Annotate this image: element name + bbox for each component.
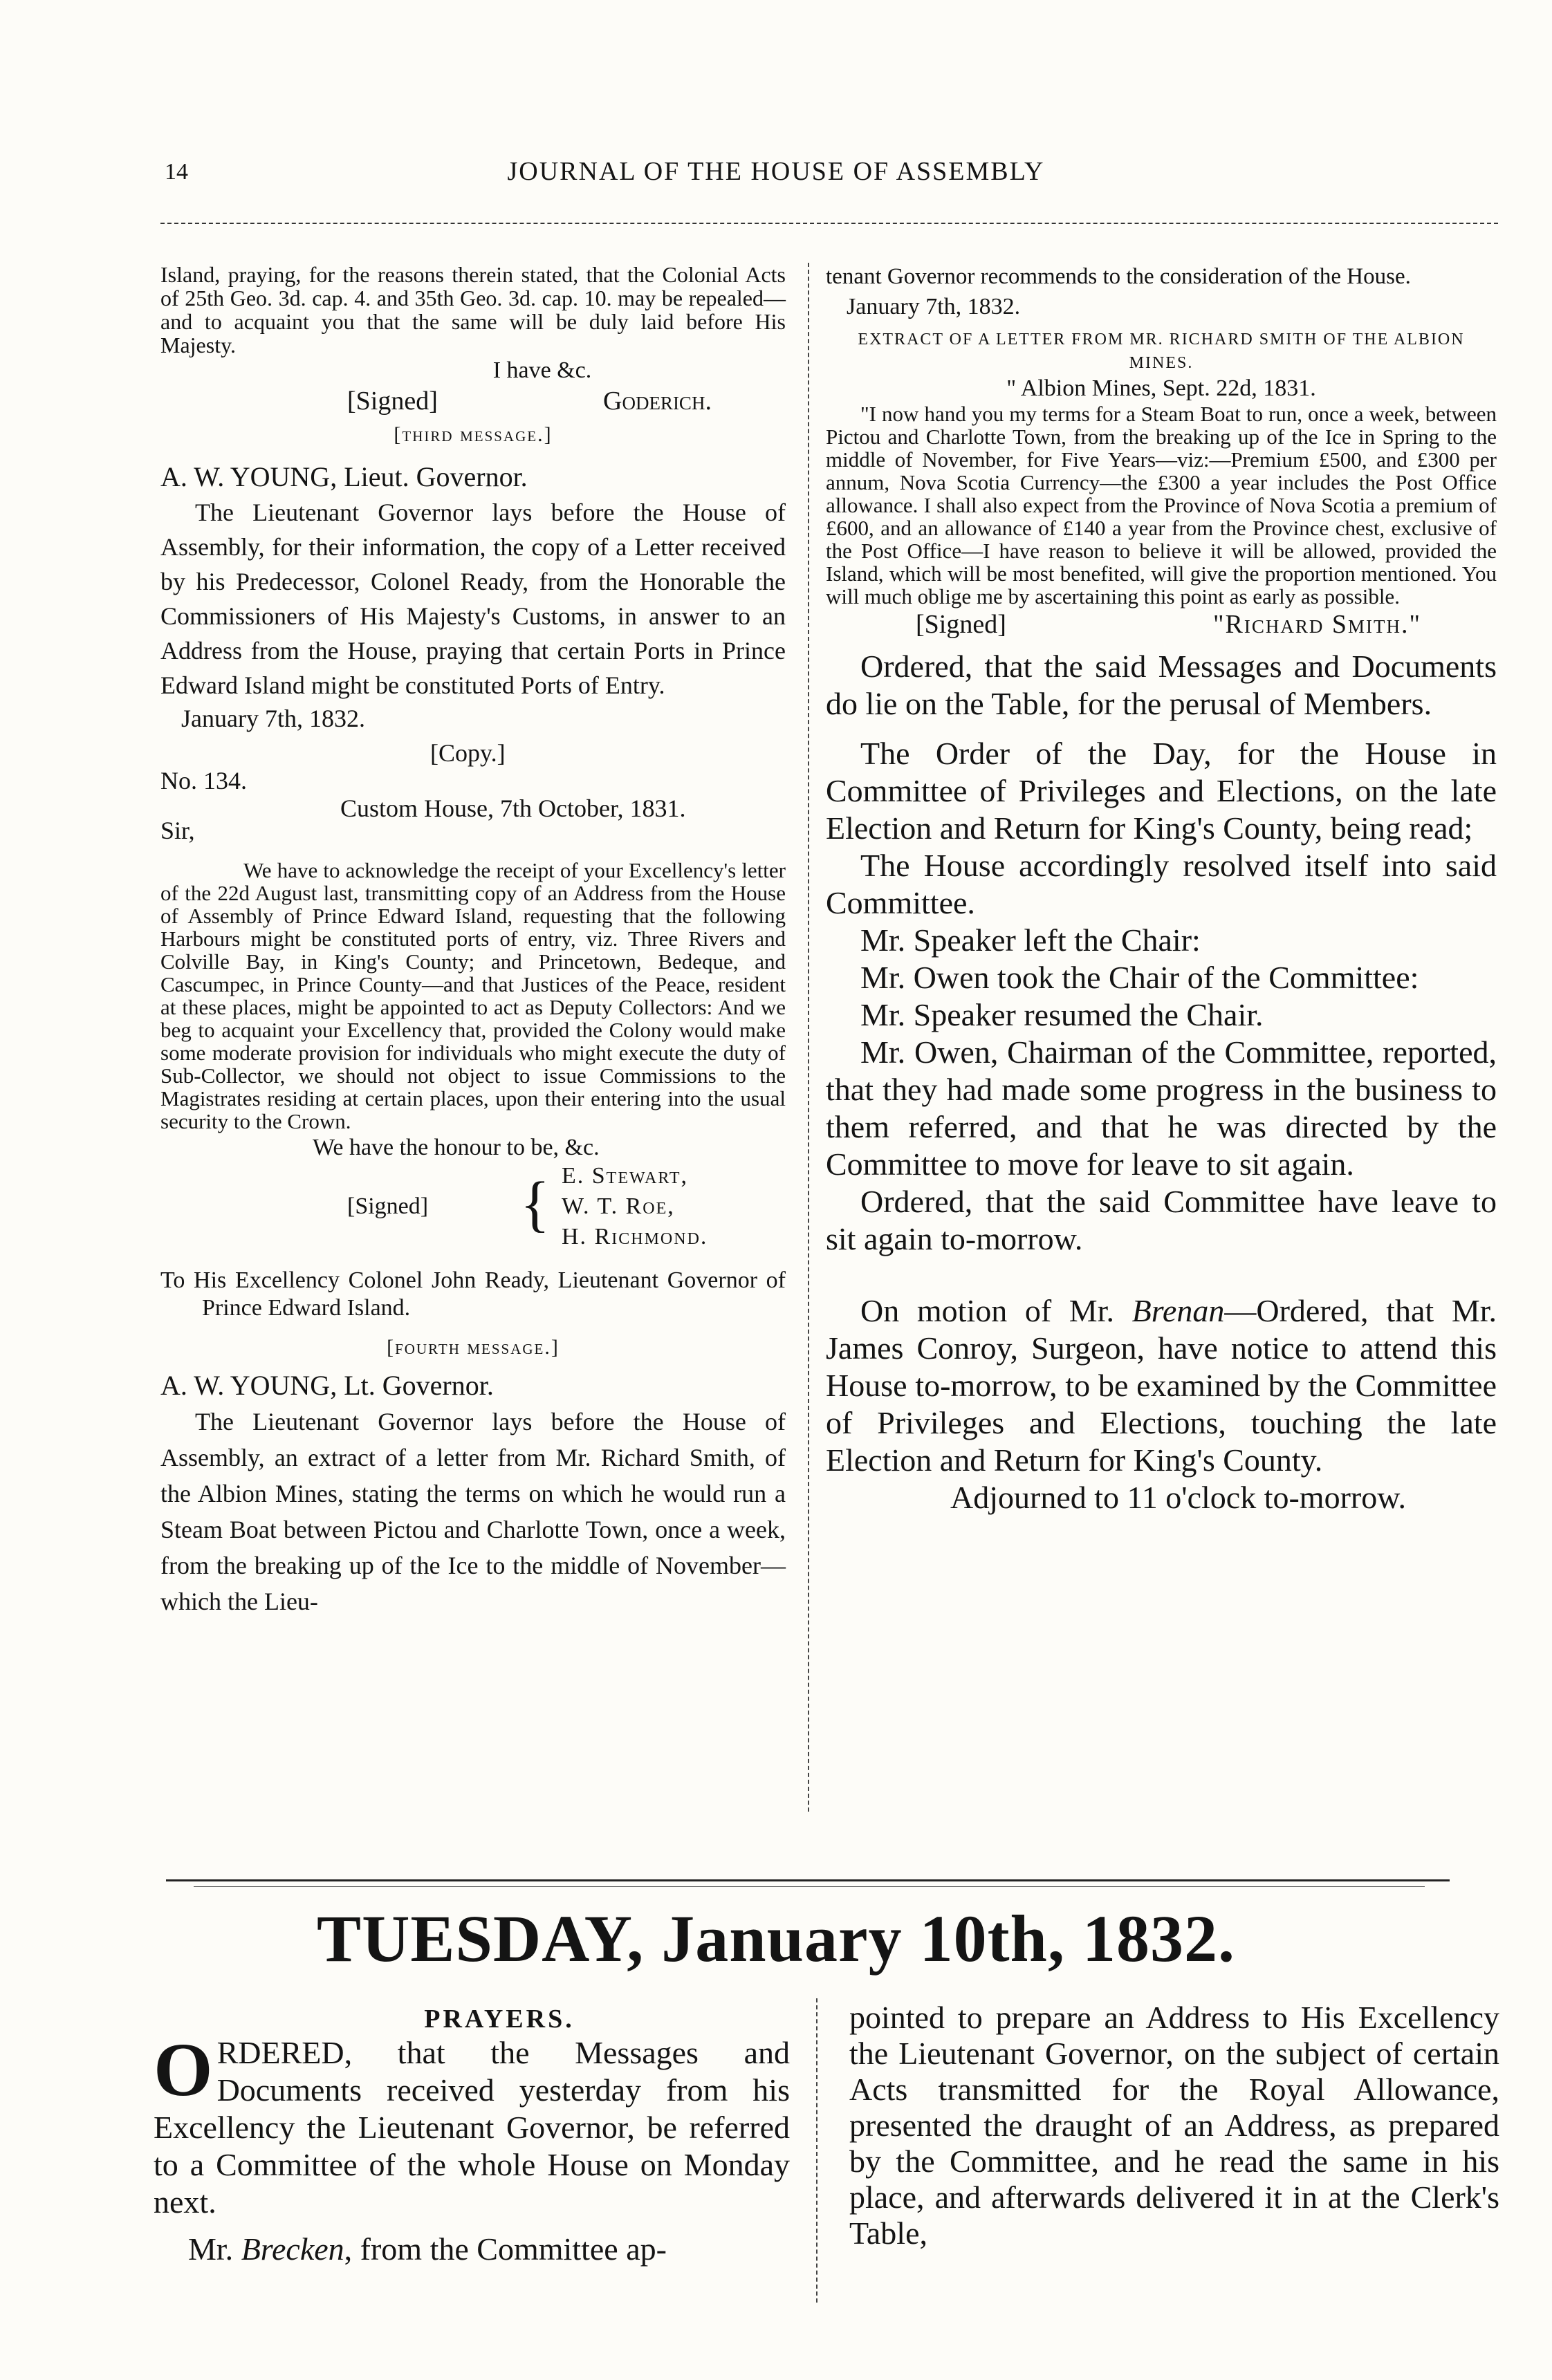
custom-house-dateline: Custom House, 7th October, 1831. — [340, 794, 686, 822]
richard-smith-signature: "Richard Smith." — [1213, 610, 1421, 639]
left-para-1: Island, praying, for the reasons therein stated, that the Colonial Acts of 25th Geo. 3d. cap. 4. and 35th Geo. 3d. cap. 10. may be repealed—and to acquaint you that the same will be duly laid before His Majesty. — [160, 262, 786, 357]
signature-roe: W. T. Roe, — [562, 1193, 675, 1219]
motion-brenan — [826, 1292, 1497, 1479]
right-para-1: tenant Governor recommends to the consideration of the House. — [826, 264, 1411, 289]
albion-dateline: " Albion Mines, Sept. 22d, 1831. — [1006, 375, 1316, 401]
right-column — [826, 263, 1497, 1516]
adjourned-line: Adjourned to 11 o'clock to-morrow. — [950, 1480, 1406, 1515]
date-jan-7-b: January 7th, 1832. — [847, 294, 1021, 319]
brecken-prefix: Mr. — [188, 2231, 241, 2267]
honour-line: We have the honour to be, &c. — [313, 1135, 600, 1160]
running-title: JOURNAL OF THE HOUSE OF ASSEMBLY — [507, 157, 1045, 186]
section-rule-thin — [194, 1886, 1425, 1887]
governor-young-1: A. W. YOUNG, Lieut. Governor. — [160, 461, 528, 492]
date-jan-7-a: January 7th, 1832. — [181, 705, 365, 732]
left-column — [160, 263, 786, 1619]
owen-reported: Mr. Owen, Chairman of the Committee, reported, that they had made some progress in the business to them referred, and that he was directed by the Committee to move for leave to sit again. — [826, 1034, 1497, 1182]
left-para-3: The Lieutenant Governor lays before the House of Assembly, an extract of a letter from Mr. Richard Smith, of the Albion Mines, stating the terms on which he would run a Steam Boat between Pictou and Charlotte Town, once a week, from the breaking up of the Ice to the middle of November—which the Lieu- — [160, 1408, 786, 1615]
motion-body: —Ordered, that Mr. James Conroy, Surgeon, have notice to attend this House to-morrow, to be examined by the Committee of Privileges and Elections, touching the late Election and Return for King's County. — [826, 1293, 1497, 1478]
ordered-refer-committee — [154, 2027, 790, 2221]
commissioners-signatures — [160, 1163, 786, 1267]
left-para-2: The Lieutenant Governor lays before the House of Assembly, for their information, the copy of a Letter received by his Predecessor, Colonel Ready, from the Honorable the Commissioners of His Majesty's Customs, in answer to an Address from the House, praying that certain Ports in Prince Edward Island might be constituted Ports of Entry. — [160, 499, 786, 699]
signed-label-2: [Signed] — [347, 1193, 429, 1219]
ordered-messages-lie: Ordered, that the said Messages and Documents do lie on the Table, for the perusal of Members. — [826, 649, 1497, 721]
speaker-left: Mr. Speaker left the Chair: — [860, 922, 1201, 958]
extract-heading: EXTRACT OF A LETTER FROM MR. RICHARD SMITH OF THE ALBION MINES. — [858, 331, 1465, 372]
signed-label: [Signed] — [347, 387, 438, 416]
day-heading: TUESDAY, January 10th, 1832. — [317, 1902, 1235, 1975]
brecken-line — [154, 2231, 790, 2268]
top-rule — [160, 223, 1498, 224]
brenan-name: Brenan — [1131, 1293, 1225, 1328]
page-number: 14 — [165, 159, 188, 185]
signature-richmond: H. Richmond. — [562, 1224, 708, 1249]
signed-label-3: [Signed] — [916, 610, 1006, 639]
brecken-suffix: , from the Committee ap- — [344, 2231, 667, 2267]
fourth-message-label: [fourth message.] — [387, 1336, 560, 1359]
brace: { — [520, 1170, 551, 1238]
goderich-signature: Goderich. — [603, 387, 712, 416]
ordered-leave-to-sit: Ordered, that the said Committee have leave to sit again to-morrow. — [826, 1184, 1497, 1256]
speaker-resumed: Mr. Speaker resumed the Chair. — [860, 997, 1264, 1032]
copy-label: [Copy.] — [430, 739, 506, 767]
salutation-sir: Sir, — [160, 817, 195, 844]
column-divider-lower — [816, 1998, 817, 2303]
drop-capital: O — [154, 2027, 213, 2112]
letter-number: No. 134. — [160, 767, 247, 794]
ordered-refer-text: RDERED, that the Messages and Documents received yesterday from his Excellency the Lieutenant Governor, be referred to a Committee of the whole House on Monday next. — [154, 2035, 790, 2220]
brecken-name: Brecken — [241, 2231, 344, 2267]
signature-stewart: E. Stewart, — [562, 1163, 689, 1189]
lower-left-column — [154, 2004, 790, 2268]
smith-signature-row — [826, 608, 1497, 638]
section-rule — [166, 1879, 1450, 1881]
owen-took-chair: Mr. Owen took the Chair of the Committee: — [860, 960, 1419, 995]
copy-block — [160, 734, 786, 859]
motion-prefix: On motion of Mr. — [860, 1293, 1132, 1328]
customs-letter-body: We have to acknowledge the receipt of your Excellency's letter of the 22d August last, transmitting copy of an Address from the House of Assembly of Prince Edward Island, requesting that the following Harbours might be constituted ports of entry, viz. Three Rivers and Colville Bay, in King's County; and Princetown, Bedeque, and Cascumpec, in Prince County—and that Justices of the Peace, resident at these places, might be appointed to act as Deputy Collectors: And we beg to acquaint your Excellency that, provided the Colony would make some moderate provision for individuals who might execute the duty of Sub-Collector, we should not object to issue Commissions to the Magistrates residing at certain places, upon their entering into the usual security to the Crown. — [160, 858, 786, 1133]
order-of-day: The Order of the Day, for the House in Committee of Privileges and Elections, on the late Election and Return for King's County, being read; — [826, 736, 1497, 846]
house-resolved: The House accordingly resolved itself into said Committee. — [826, 848, 1497, 920]
lower-right-column — [849, 2000, 1499, 2251]
smith-letter-body: "I now hand you my terms for a Steam Boat to run, once a week, between Pictou and Charlotte Town, from the breaking up of the Ice in Spring to the middle of November, for Five Years—viz:—Premium £500, and £300 per annum, Nova Scotia Currency—the £300 a year includes the Post Office allowance. I shall also expect from the Province of Nova Scotia a premium of £600, and an allowance of £140 a year from the Province chest, exclusive of the Post Office—I have reason to believe it will be allowed, provided the Island, which will be most benefited, will give the proportion mentioned. You will much oblige me by ascertaining this point as early as possible. — [826, 402, 1497, 608]
third-message-label: [third message.] — [394, 423, 553, 446]
address-continuation: pointed to prepare an Address to His Excellency the Lieutenant Governor, on the subject of certain Acts transmitted for the Royal Allowance, presented the draught of an Address, as prepared by the Committee, and he read the same in his place, and afterwards delivered it in at the Clerk's Table, — [849, 2000, 1499, 2251]
column-divider-upper — [808, 263, 809, 1812]
governor-young-2: A. W. YOUNG, Lt. Governor. — [160, 1370, 494, 1401]
to-governor-ready: To His Excellency Colonel John Ready, Lieutenant Governor of Prince Edward Island. — [160, 1267, 786, 1321]
signed-goderich-row — [160, 384, 786, 418]
i-have-line: I have &c. — [492, 357, 592, 383]
prayers-heading: PRAYERS. — [424, 2005, 575, 2034]
